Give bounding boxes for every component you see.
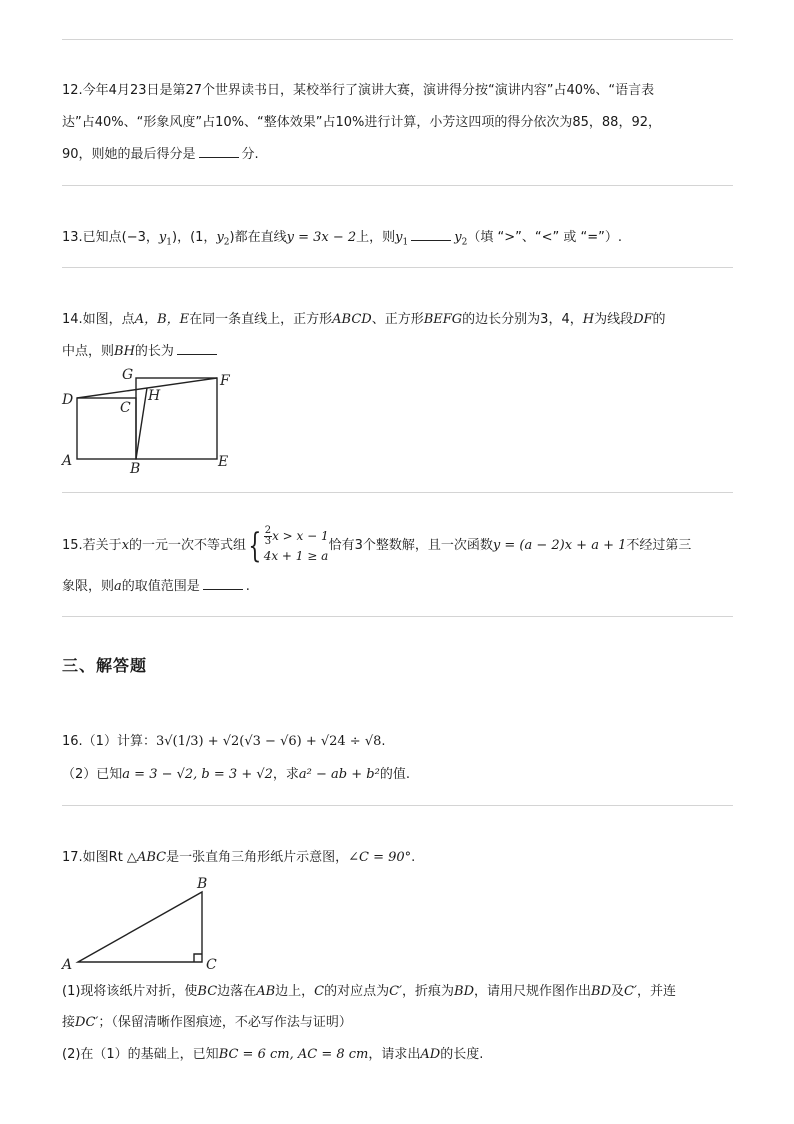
- q17-part2: (2)在（1）的基础上，已知BC = 6 cm, AC = 8 cm，请求出AD的长度.: [62, 1047, 484, 1062]
- label-b: B: [130, 461, 141, 477]
- segment-bh: [136, 388, 147, 459]
- q17-line1: 17.如图Rt △ABC是一张直角三角形纸片示意图，∠C = 90°.: [62, 850, 416, 865]
- triangle-abc: [78, 892, 202, 962]
- q15-answer-blank[interactable]: [203, 577, 243, 590]
- q14-figure: [58, 362, 248, 477]
- section-heading: 三、解答题: [62, 656, 148, 675]
- q13-answer-blank[interactable]: [411, 228, 451, 241]
- q14-line2: 中点，则BH的长为: [62, 342, 220, 362]
- divider-q14: [62, 492, 733, 493]
- label-f: F: [220, 373, 230, 389]
- q14-answer-blank[interactable]: [177, 342, 217, 355]
- q15-line2: 象限，则a的取值范围是 .: [62, 579, 250, 594]
- divider-q15: [62, 616, 733, 617]
- label-c: C: [206, 957, 217, 972]
- system-brace: {: [248, 525, 262, 566]
- q12-answer-blank[interactable]: [199, 145, 239, 158]
- q17-part1-line1: (1)现将该纸片对折，使BC边落在AB边上，C的对应点为C′，折痕为BD，请用尺规作图作出BD及C′，并连: [62, 984, 676, 999]
- q13-line: 13.已知点(−3，$y_1$)，(1，$y_2$)都在直线y = 3x − 2上，则$y_1$ $y_2$（填 “>”、“<” 或 “=”）.: [62, 230, 622, 248]
- label-a: A: [62, 453, 73, 469]
- q16-part1: 16.（1）计算：3√(1/3) + √2(√3 − √6) + √24 ÷ √8.: [62, 734, 386, 749]
- label-e: E: [218, 454, 229, 470]
- label-b: B: [197, 876, 208, 892]
- q17-figure: [58, 872, 228, 972]
- q12-line2: 达”占40%、“形象风度”占10%、“整体效果”占10%进行计算，小芳这四项的得分依次为85，88，92，: [62, 115, 661, 130]
- label-c: C: [120, 400, 131, 416]
- label-g: G: [122, 367, 134, 383]
- q12-line3: 90，则她的最后得分是 分.: [62, 147, 259, 162]
- divider-q13: [62, 267, 733, 268]
- divider-q16: [62, 805, 733, 806]
- divider-q12: [62, 185, 733, 186]
- right-angle-mark: [194, 954, 202, 962]
- label-h: H: [148, 388, 161, 404]
- q12-line1: 12.今年4月23日是第27个世界读书日，某校举行了演讲大赛，演讲得分按“演讲内容”占40%、“语言表: [62, 83, 655, 98]
- q15-line1: 15.若关于x的一元一次不等式组{ $\frac{2}{3}$ x > x − 1 4x + 1 ≥ a 恰有3个整数解，且一次函数y = (a − 2)x + a + 1不经过第三: [62, 525, 692, 566]
- inequality-system: $\frac{2}{3}$ x > x − 1 4x + 1 ≥ a: [263, 525, 329, 563]
- divider-top: [62, 39, 733, 40]
- label-a: A: [62, 957, 73, 972]
- q16-part2: （2）已知a = 3 − √2, b = 3 + √2，求a² − ab + b²的值.: [62, 767, 410, 782]
- q14-line1: 14.如图，点A，B，E在同一条直线上，正方形ABCD、正方形BEFG的边长分别为3，4，H为线段DF的: [62, 312, 666, 327]
- q17-part1-line2: 接DC′；（保留清晰作图痕迹，不必写作法与证明）: [62, 1015, 352, 1030]
- label-d: D: [62, 392, 74, 408]
